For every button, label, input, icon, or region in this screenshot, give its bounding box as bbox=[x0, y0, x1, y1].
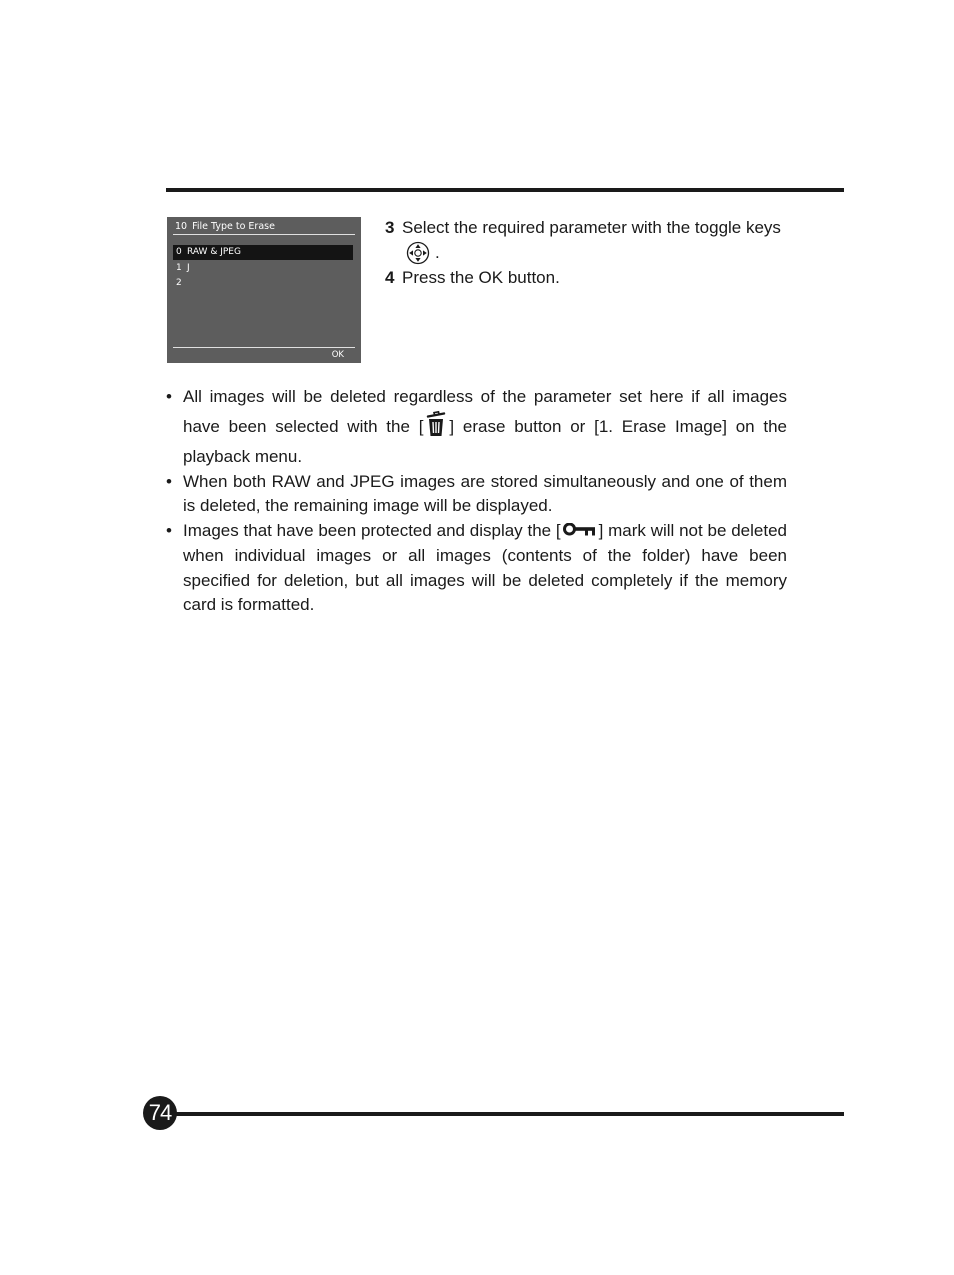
bullet: • bbox=[166, 387, 172, 406]
notes-list bbox=[166, 385, 787, 618]
note-text bbox=[183, 385, 787, 470]
instruction-steps bbox=[385, 216, 795, 290]
step-3 bbox=[385, 216, 795, 240]
trash-icon bbox=[425, 410, 447, 446]
step-4 bbox=[385, 266, 795, 290]
note-item bbox=[166, 470, 787, 519]
lcd-option-label: J bbox=[187, 263, 190, 273]
note-text-before: Images that have been protected and display the [ bbox=[183, 520, 561, 540]
step-number: 4 bbox=[385, 268, 395, 287]
lcd-option-2[interactable] bbox=[173, 276, 353, 291]
lcd-title-divider bbox=[173, 234, 355, 235]
bullet: • bbox=[166, 471, 172, 491]
lcd-title bbox=[175, 221, 275, 232]
lcd-title-number: 10 bbox=[175, 221, 188, 232]
step-text: Press the OK button. bbox=[402, 268, 560, 287]
camera-lcd-screen bbox=[167, 217, 361, 363]
lcd-option-0[interactable] bbox=[173, 245, 353, 260]
note-item bbox=[166, 519, 787, 618]
step-3-suffix: . bbox=[435, 242, 440, 262]
bottom-rule bbox=[172, 1112, 844, 1116]
note-text-before: All images will be deleted regardless of the parameter set here if all images have been selected with the [ bbox=[183, 387, 787, 436]
lcd-title-text: File Type to Erase bbox=[192, 221, 275, 232]
step-number: 3 bbox=[385, 218, 395, 237]
top-rule bbox=[166, 188, 844, 192]
page-number: 74 bbox=[143, 1096, 177, 1130]
lcd-bottom-divider bbox=[173, 347, 355, 348]
lcd-option-index: 2 bbox=[176, 278, 182, 288]
bullet: • bbox=[166, 520, 172, 540]
note-text: When both RAW and JPEG images are stored simultaneously and one of them is deleted, the remaining image will be displayed. bbox=[183, 471, 787, 515]
note-text-after: ] erase button or [1. Erase Image] on the playback menu. bbox=[183, 416, 787, 466]
step-text: Select the required parameter with the toggle keys bbox=[402, 218, 781, 237]
protect-key-icon bbox=[563, 520, 597, 545]
lcd-ok-label: OK bbox=[331, 350, 344, 360]
note-text bbox=[183, 519, 787, 618]
note-item bbox=[166, 385, 787, 470]
note-text-after: ] mark will not be deleted when individual images or all images (contents of the folder) have been specified for deletion, but all images will be deleted completely if the memory card is formatted. bbox=[183, 520, 787, 614]
toggle-keys-line bbox=[385, 240, 795, 265]
toggle-keys-icon bbox=[406, 241, 430, 265]
lcd-option-label: RAW & JPEG bbox=[187, 247, 241, 257]
lcd-option-index: 1 bbox=[176, 263, 182, 273]
lcd-option-1[interactable] bbox=[173, 261, 353, 276]
lcd-option-index: 0 bbox=[176, 247, 182, 257]
